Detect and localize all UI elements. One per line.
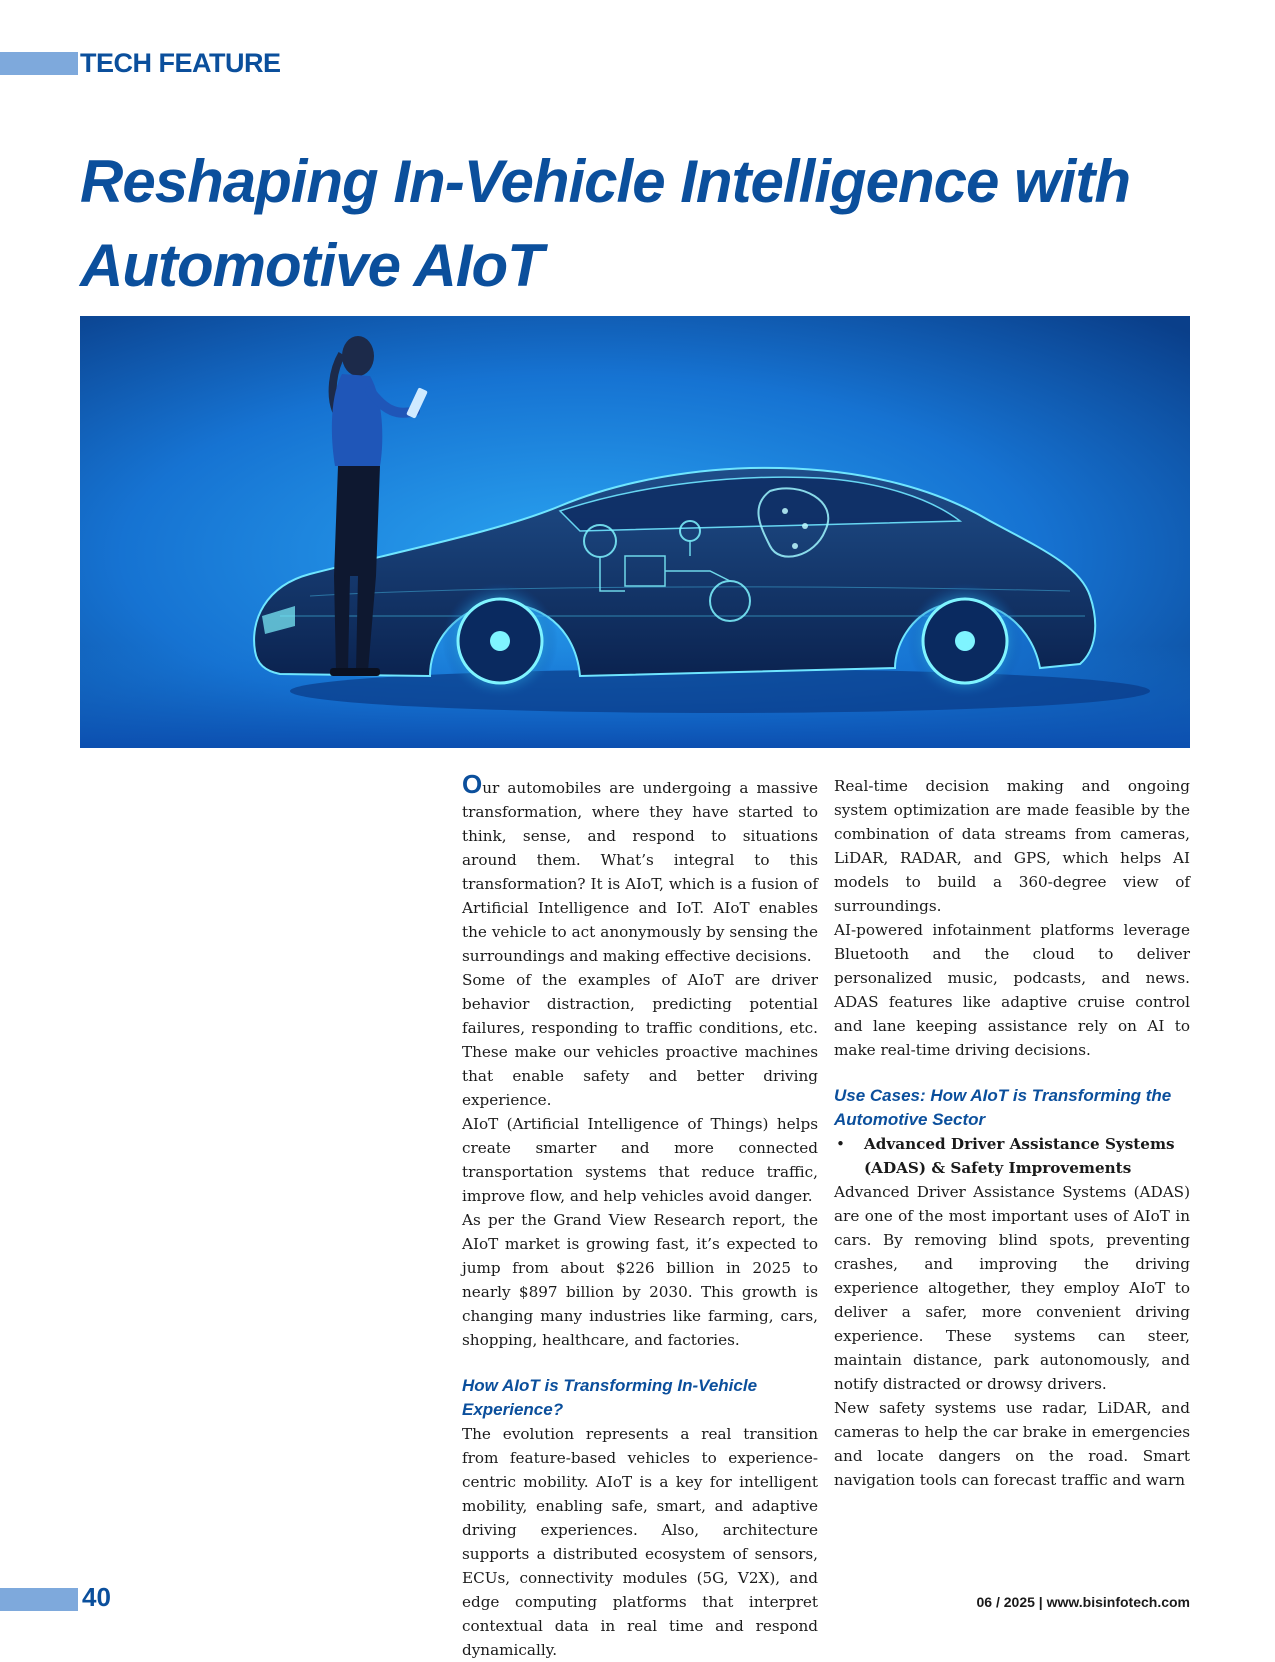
body-paragraph-continued: Real-time decision making and ongoing system optimization are made feasible by the combination of data streams from cameras, LiDAR, RADAR, and GPS, which helps AI models to build a 360-degree view of surroundings.: [834, 777, 1190, 915]
body-paragraph: New safety systems use radar, LiDAR, and cameras to help the car brake in emergencies and locate dangers on the road. Smart navigation tools can forecast traffic and warn: [834, 1399, 1190, 1489]
article-column-1: [462, 769, 818, 1662]
bullet-icon: •: [836, 1135, 845, 1153]
title-line-2: Automotive AIoT: [80, 232, 543, 299]
website-link[interactable]: www.bisinfotech.com: [1046, 1594, 1190, 1610]
hero-illustration: [80, 316, 1190, 748]
footer-issue-info: [977, 1594, 1190, 1610]
footer-separator: |: [1038, 1594, 1043, 1610]
article-title: [80, 140, 1200, 308]
body-paragraph: The evolution represents a real transition from feature-based vehicles to experience-centric mobility. AIoT is a key for intelligent mobility, enabling safe, smart, and adaptive driving experiences. Also, architecture supports a distributed ecosystem of sensors, ECUs, connectivity modules (5G, V2X), and edge computing platforms that interpret contextual data in real time and respond dynamically.: [462, 1425, 818, 1659]
body-paragraph: Advanced Driver Assistance Systems (ADAS) are one of the most important uses of AIoT in cars. By removing blind spots, preventing crashes, and improving the driving experience altogether, they employ AIoT to deliver a safer, more convenient driving experience. These systems can steer, maintain distance, park autonomously, and notify distracted or drowsy drivers.: [834, 1183, 1190, 1393]
article-column-2: [834, 774, 1190, 1492]
body-paragraph: AI-powered infotainment platforms leverage Bluetooth and the cloud to deliver personalized music, podcasts, and news. ADAS features like adaptive cruise control and lane keeping assistance rely on AI to make real-time driving decisions.: [834, 921, 1190, 1059]
bullet-text: Advanced Driver Assistance Systems (ADAS) & Safety Improvements: [864, 1135, 1175, 1177]
subheading: Use Cases: How AIoT is Transforming the Automotive Sector: [834, 1086, 1172, 1129]
intro-paragraph: [462, 769, 818, 968]
drop-cap: O: [462, 769, 483, 799]
hero-image: [80, 316, 1190, 748]
section-accent-bar: [0, 52, 78, 75]
bullet-item: [834, 1132, 1190, 1180]
body-paragraph: AIoT (Artificial Intelligence of Things) helps create smarter and more connected transportation systems that reduce traffic, improve flow, and help vehicles avoid danger.: [462, 1115, 818, 1205]
car-front-wheel: [442, 583, 558, 699]
section-label: TECH FEATURE: [80, 48, 281, 78]
body-paragraph: As per the Grand View Research report, the AIoT market is growing fast, it’s expected to jump from about $226 billion in 2025 to nearly $897 billion by 2030. This growth is changing many industries like farming, cars, shopping, healthcare, and factories.: [462, 1211, 818, 1349]
issue-date: 06 / 2025: [976, 1594, 1035, 1610]
subheading: How AIoT is Transforming In-Vehicle Experience?: [462, 1376, 758, 1419]
page-number: 40: [82, 1582, 111, 1612]
car-rear-wheel: [907, 583, 1023, 699]
intro-text: ur automobiles are undergoing a massive transformation, where they have started to think, sense, and respond to situations around them. What’s integral to this transformation? It is AIoT, which is a fusion of Artificial Intelligence and IoT. AIoT enables the vehicle to act anonymously by sensing the surroundings and making effective decisions.: [462, 779, 818, 965]
title-line-1: Reshaping In-Vehicle Intelligence with: [80, 148, 1130, 215]
page-accent-bar: [0, 1588, 78, 1611]
body-paragraph: Some of the examples of AIoT are driver behavior distraction, predicting potential failures, responding to traffic conditions, etc. These make our vehicles proactive machines that enable safety and better driving experience.: [462, 971, 818, 1109]
